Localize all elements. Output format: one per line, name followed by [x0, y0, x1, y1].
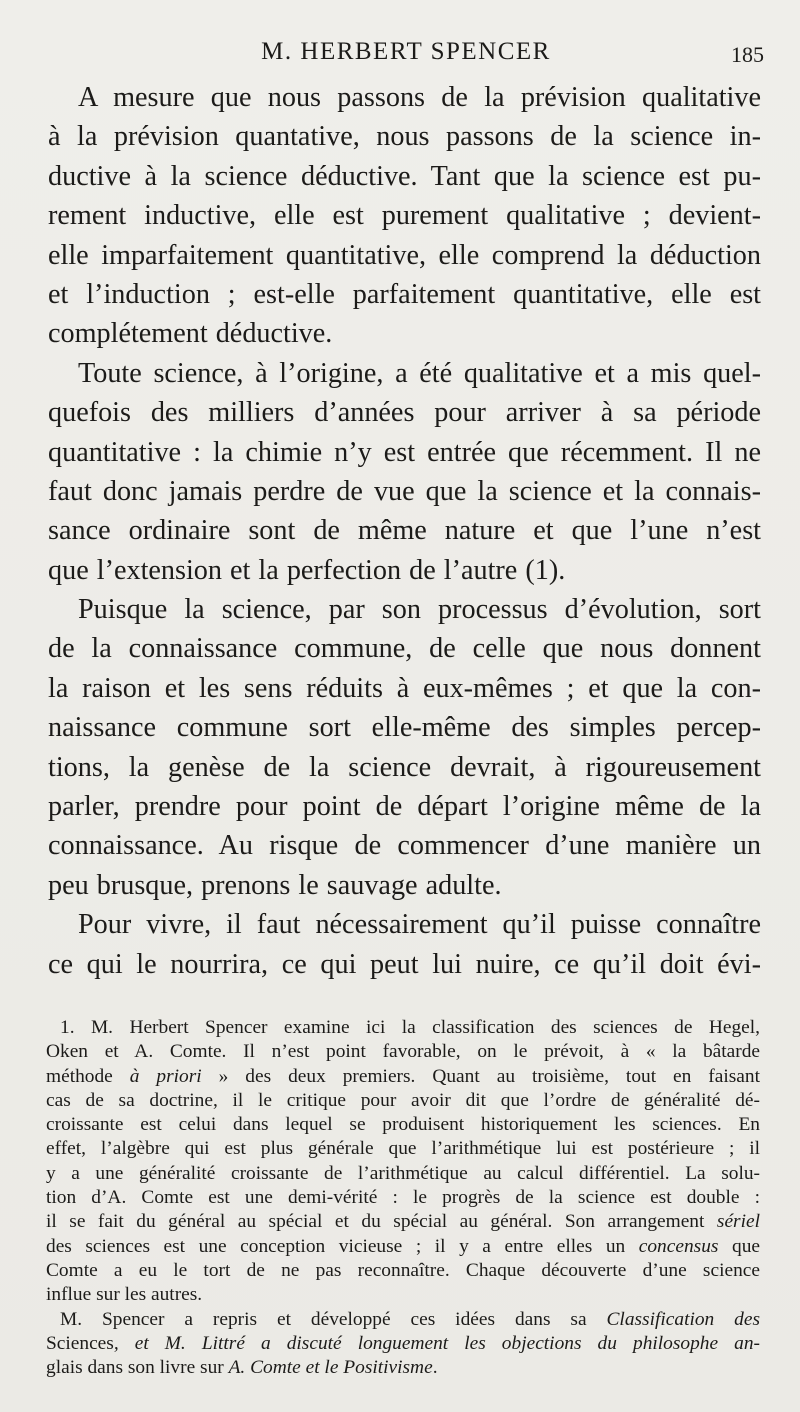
footnote-text: que: [718, 1235, 760, 1257]
footnote-text: M. Spencer a repris et développé ces idées dans sa: [60, 1308, 607, 1330]
footnote-italic-text: A. Comte et le Positivisme: [228, 1357, 433, 1379]
footnote-text: croissante est celui dans lequel se produisent historiquement les sciences. En: [46, 1114, 760, 1136]
footnote-text: influe sur les autres.: [46, 1284, 203, 1306]
footnote-text: 1. M. Herbert Spencer examine ici la classification des sciences de Hegel,: [60, 1017, 760, 1038]
running-head: [48, 36, 764, 70]
footnote-line: [46, 1210, 760, 1234]
footnote-text: y a une généralité croissante de l’arithmétique au calcul différentiel. La solu-: [46, 1162, 760, 1184]
footnote-line: [46, 1089, 760, 1113]
footnote-text: tion d’A. Comte est une demi-vérité : le progrès de la science est double :: [46, 1187, 760, 1209]
body-text: [48, 78, 761, 984]
footnote-text: des sciences est une conception vicieuse ; il y a entre elles un: [46, 1235, 639, 1257]
body-line: quantitative : la chimie n’y est entrée que récemment. Il ne: [48, 436, 761, 468]
footnote-italic-text: sériel: [716, 1211, 760, 1233]
footnote-line: [46, 1065, 760, 1089]
body-line: à la prévision quantative, nous passons de la science in-: [48, 121, 761, 153]
body-line: faut donc jamais perdre de vue que la science et la connais-: [48, 475, 761, 507]
body-line: ce qui le nourrira, ce qui peut lui nuire, ce qu’il doit évi-: [48, 948, 761, 980]
page-number: 185: [731, 42, 764, 67]
body-line: quefois des milliers d’années pour arriver à sa période: [48, 397, 761, 429]
body-line: et l’induction ; est-elle parfaitement quantitative, elle est: [48, 278, 761, 310]
body-line: Pour vivre, il faut nécessairement qu’il puisse connaître: [78, 909, 761, 941]
footnote-text: » des deux premiers. Quant au troisième, tout en faisant: [201, 1065, 760, 1087]
body-line: rement inductive, elle est purement qualitative ; devient-: [48, 200, 761, 232]
running-title: M. HERBERT SPENCER: [261, 38, 551, 65]
body-line: A mesure que nous passons de la prévision qualitative: [78, 82, 761, 113]
footnote-line: [46, 1259, 760, 1283]
footnote-line: [46, 1137, 760, 1161]
footnote-line: [46, 1235, 760, 1259]
body-line: tions, la genèse de la science devrait, à rigoureusement: [48, 751, 761, 783]
footnote-italic-text: Classification des: [606, 1308, 761, 1330]
footnote-line: [46, 1332, 760, 1356]
footnote-line: [46, 1016, 760, 1040]
body-line: de la connaissance commune, de celle que nous donnent: [48, 633, 761, 665]
footnote-line: [46, 1162, 760, 1186]
footnote-italic-text: , et M. Littré a discuté longuement les objections du philosophe an-: [113, 1332, 760, 1354]
footnote-line: [46, 1356, 760, 1380]
footnote-text: .: [432, 1357, 438, 1379]
body-line: Puisque la science, par son processus d’évolution, sort: [78, 594, 761, 626]
footnote-line: [46, 1186, 760, 1210]
footnote-line: [46, 1113, 760, 1137]
footnote-text: il se fait du général au spécial et du spécial au général. Son arrangement: [46, 1211, 717, 1233]
footnote-line: [46, 1040, 760, 1064]
body-line: connaissance. Au risque de commencer d’une manière un: [48, 830, 761, 862]
body-line: Toute science, à l’origine, a été qualitative et a mis quel-: [78, 357, 761, 389]
footnote-text: glais dans son livre sur: [46, 1357, 229, 1379]
footnote-text: Oken et A. Comte. Il n’est point favorable, on le prévoit, à « la bâtarde: [46, 1041, 760, 1063]
footnote-text: méthode: [46, 1065, 130, 1087]
body-line: sance ordinaire sont de même nature et que l’une n’est: [48, 515, 761, 547]
body-line: ductive à la science déductive. Tant que la science est pu-: [48, 160, 761, 192]
body-line: complétement déductive.: [48, 318, 333, 350]
footnote-text: cas de sa doctrine, il le critique pour avoir dit que l’ordre de généralité dé-: [46, 1089, 760, 1111]
footnote-italic-text: à priori: [129, 1065, 202, 1087]
footnotes: [46, 1016, 760, 1380]
body-line: que l’extension et la perfection de l’autre (1).: [48, 554, 566, 586]
body-line: la raison et les sens réduits à eux-mêmes ; et que la con-: [48, 672, 761, 704]
body-line: peu brusque, prenons le sauvage adulte.: [48, 869, 502, 901]
body-line: parler, prendre pour point de départ l’origine même de la: [48, 791, 761, 823]
footnote-text: effet, l’algèbre qui est plus générale que l’arithmétique lui est postérieure ; il: [46, 1138, 760, 1160]
footnote-text: Comte a eu le tort de ne pas reconnaître. Chaque découverte d’une science: [46, 1259, 760, 1281]
footnote-italic-text: concensus: [638, 1235, 719, 1257]
footnote-line: [46, 1308, 760, 1332]
footnote-line: [46, 1283, 760, 1307]
footnote-text: Sciences: [46, 1332, 114, 1354]
body-line: naissance commune sort elle-même des simples percep-: [48, 712, 761, 744]
body-line: elle imparfaitement quantitative, elle comprend la déduction: [48, 239, 761, 271]
